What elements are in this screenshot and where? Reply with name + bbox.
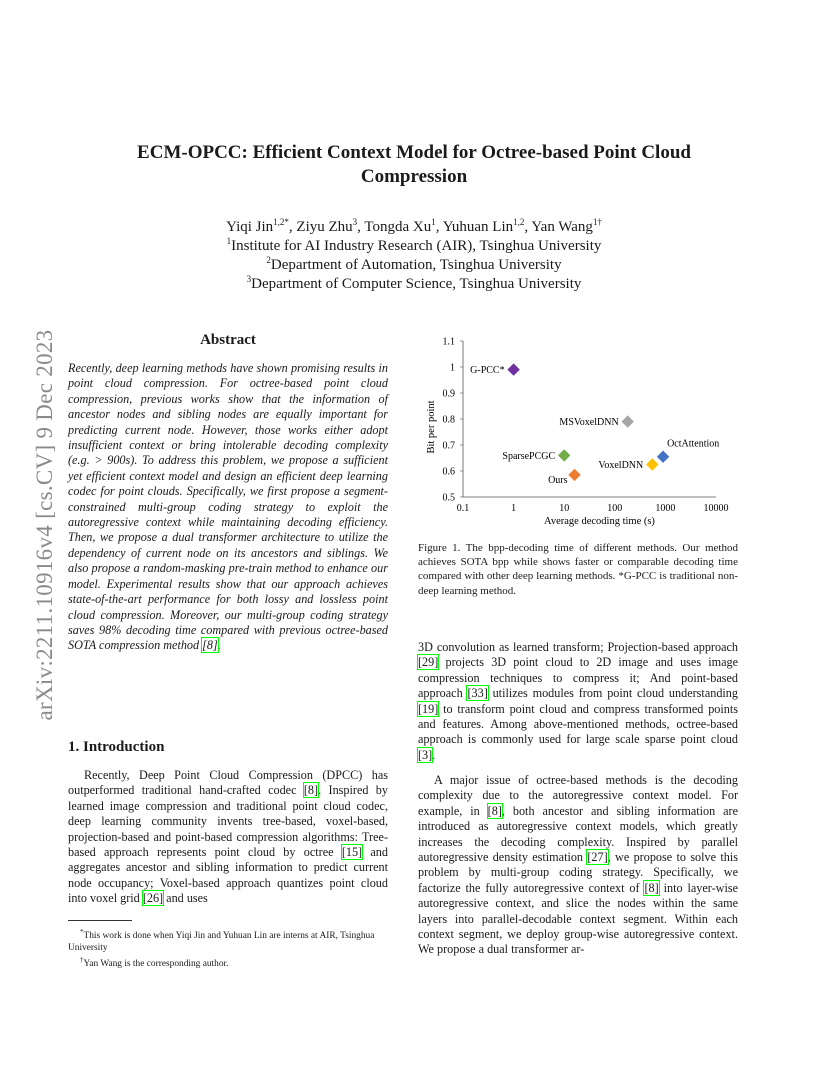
footnote-1 bbox=[68, 926, 388, 954]
data-point-marker bbox=[646, 458, 658, 470]
x-axis-label: Average decoding time (s) bbox=[544, 516, 655, 527]
author-name: Tongda Xu bbox=[364, 219, 432, 235]
author-footnote-mark[interactable]: * bbox=[284, 217, 289, 227]
paragraph-text: . Inspired by learned image compression and traditional point cloud codec, deep learning community invents tree-based, voxel-based, projection-based and point-based compression algorithms: Tree-based approach represents point cloud by octree bbox=[68, 783, 388, 860]
affiliation-text: Department of Automation, Tsinghua University bbox=[270, 257, 562, 273]
affiliation-line bbox=[100, 237, 728, 256]
data-point-marker bbox=[568, 469, 580, 481]
data-point-marker bbox=[622, 415, 634, 427]
footnote-text: Yan Wang is the corresponding author. bbox=[83, 959, 229, 970]
x-tick-label: 1 bbox=[511, 503, 517, 514]
abstract-text bbox=[68, 361, 388, 654]
x-tick-label: 10 bbox=[559, 503, 570, 514]
x-tick-label: 100 bbox=[607, 503, 623, 514]
paragraph-text: 3D convolution as learned transform; Projection-based approach bbox=[418, 640, 738, 654]
paragraph-text: A major issue of octree-based methods is the decoding complexity due to the autoregressive context model. For example, in bbox=[418, 773, 738, 818]
author-block bbox=[100, 218, 728, 294]
x-tick-label: 10000 bbox=[703, 503, 729, 514]
body-paragraph bbox=[418, 640, 738, 763]
title-line-2: Compression bbox=[360, 166, 468, 187]
citation-link[interactable]: [29] bbox=[418, 655, 439, 670]
introduction-heading: 1. Introduction bbox=[68, 739, 165, 755]
data-point-marker bbox=[657, 451, 669, 463]
citation-link[interactable]: [8] bbox=[202, 638, 218, 653]
affiliation-line bbox=[100, 275, 728, 294]
affiliation-line bbox=[100, 256, 728, 275]
data-point-marker bbox=[558, 449, 570, 461]
footnote-mark: * bbox=[80, 928, 84, 936]
affiliation-sup: 3 bbox=[246, 274, 252, 284]
citation-link[interactable]: [8] bbox=[303, 783, 319, 798]
abstract-heading: Abstract bbox=[200, 332, 256, 348]
y-axis-label: Bit per point bbox=[426, 400, 437, 454]
y-tick-label: 0.8 bbox=[442, 414, 455, 426]
author-name: Yan Wang bbox=[531, 219, 593, 235]
data-point-marker bbox=[507, 363, 519, 375]
paragraph-text: and uses bbox=[163, 891, 208, 906]
paragraph-text: , we propose to solve this problem by multi-group coding strategy. Specifically, we factorize the fully autoregressive context of bbox=[418, 850, 738, 895]
footnote-mark: † bbox=[80, 956, 84, 965]
y-tick-label: 1 bbox=[450, 362, 455, 374]
author-name: Ziyu Zhu bbox=[296, 219, 353, 235]
citation-link[interactable]: [8] bbox=[487, 803, 502, 818]
y-tick-label: 0.7 bbox=[442, 440, 455, 452]
abstract-body-text: Recently, deep learning methods have shown promising results in point cloud compression. For octree-based point cloud compression, previous works show that the information of ancestor nodes and sibling nodes are equally important for predicting current node. However, those works either adopt insufficient context or bring intolerable decoding complexity (e.g. > 900s). To address this problem, we propose a sufficient yet efficient context model and design an efficient deep learning codec for point clouds. Specifically, we first propose a segment-constrained multi-group coding strategy to exploit the autoregressive context while maintaining decoding efficiency. Then, we propose a dual transformer architecture to utilize the dependency of current node on its ancestors and siblings. We also propose a random-masking pre-train method to enhance our model. Experimental results show that our approach achieves state-of-the-art performance for both lossy and lossless point cloud compression. Moreover, our multi-group coding strategy saves 98% decoding time compared with previous octree-based SOTA compression method bbox=[68, 361, 388, 653]
citation-link[interactable]: [8] bbox=[644, 880, 659, 895]
citation-link[interactable]: [26] bbox=[142, 891, 164, 906]
y-tick-label: 1.1 bbox=[442, 336, 455, 348]
arxiv-stamp-text: arXiv:2211.10916v4 [cs.CV] 9 Dec 2023 bbox=[32, 329, 57, 721]
introduction-paragraph bbox=[68, 768, 388, 907]
paragraph-text: , both ancestor and sibling information are introduced as autoregressive context models, which greatly increases the decoding complexity. Inspired by parallel autoregressive density estimation bbox=[418, 803, 738, 865]
y-tick-label: 0.5 bbox=[442, 492, 455, 504]
arxiv-identifier-stamp bbox=[32, 290, 58, 760]
citation-link[interactable]: [3] bbox=[418, 747, 433, 762]
abstract-end: . bbox=[217, 638, 221, 653]
citation-link[interactable]: [27] bbox=[587, 850, 608, 865]
affiliation-sup: 1 bbox=[226, 236, 232, 246]
author-name: Yuhuan Lin bbox=[442, 219, 514, 235]
data-point-label: MSVoxelDNN bbox=[559, 417, 619, 429]
data-point-label: VoxelDNN bbox=[598, 460, 644, 471]
data-point-label: OctAttention bbox=[667, 438, 720, 450]
citation-link[interactable]: [33] bbox=[467, 686, 488, 701]
paragraph-text: to transform point cloud and compress transformed points and features. Among above-mentioned methods, octree-based approach is commonly used for large scale sparse point cloud bbox=[418, 701, 738, 747]
affiliation-sup: 2 bbox=[266, 255, 271, 265]
author-affil-sup: 1,2 bbox=[273, 217, 285, 227]
data-point-label: G-PCC* bbox=[470, 365, 505, 377]
author-affil-sup: 3 bbox=[352, 217, 358, 227]
paragraph-text: utilizes modules from point cloud understanding bbox=[487, 686, 738, 701]
paragraph-text: . bbox=[432, 747, 436, 762]
author-name: Yiqi Jin bbox=[226, 219, 274, 235]
bpp-decoding-time-chart bbox=[420, 330, 740, 535]
body-paragraph bbox=[418, 773, 738, 958]
data-point-label: Ours bbox=[548, 474, 568, 486]
paragraph-text: Recently, Deep Point Cloud Compression (DPCC) has outperformed traditional hand-crafted codec bbox=[68, 768, 388, 798]
citation-link[interactable]: [15] bbox=[341, 845, 363, 860]
scatter-points bbox=[470, 363, 719, 486]
footnotes bbox=[68, 926, 388, 970]
author-affil-sup: 1† bbox=[592, 217, 602, 227]
x-tick-label: 0.1 bbox=[456, 503, 470, 514]
author-affil-sup: 1,2 bbox=[513, 217, 525, 227]
affiliation-text: Department of Computer Science, Tsinghua University bbox=[251, 276, 582, 292]
footnote-text: This work is done when Yiqi Jin and Yuhuan Lin are interns at AIR, Tsinghua University bbox=[68, 931, 375, 954]
paragraph-text: into layer-wise autoregressive context, and slice the nodes within the same layers into parallel-decodable context segment. Within each context segment, we deploy group-wise autoregressive context. We propose a dual transformer ar- bbox=[418, 880, 738, 957]
author-list: Yiqi Jin$^{1,2*}$, Ziyu Zhu$^3$, Tongda Xu$^1$, Yuhuan Lin$^{1,2}$, Yan Wang$^{1\dagger}$ bbox=[226, 217, 602, 235]
paragraph-text: and aggregates ancestor and sibling information to predict current node occupancy; Voxel-based approach quantizes point cloud into voxel grid bbox=[68, 845, 388, 906]
x-tick-labels bbox=[457, 503, 729, 514]
footnote-divider bbox=[68, 920, 132, 921]
footnote-2 bbox=[68, 954, 388, 970]
author-affil-sup: 1 bbox=[431, 217, 436, 227]
y-tick-label: 0.9 bbox=[442, 388, 455, 400]
title-line-1: ECM-OPCC: Efficient Context Model for Octree-based Point Cloud bbox=[137, 142, 691, 163]
data-point-label: SparsePCGC bbox=[502, 450, 556, 462]
x-tick-label: 1000 bbox=[655, 503, 676, 514]
paragraph-text: projects 3D point cloud to 2D image and uses image compression techniques to compress it; And point-based approach bbox=[418, 655, 738, 701]
y-tick-label: 0.6 bbox=[442, 466, 455, 478]
citation-link[interactable]: [19] bbox=[418, 701, 439, 716]
affiliation-text: Institute for AI Industry Research (AIR), Tsinghua University bbox=[231, 238, 602, 254]
figure-caption: Figure 1. The bpp-decoding time of different methods. Our method achieves SOTA bpp while shows faster or comparable decoding time compared with other deep learning methods. *G-PCC is traditional non-deep learning method. bbox=[418, 542, 738, 597]
paper-title bbox=[100, 141, 728, 189]
y-tick-labels bbox=[443, 337, 456, 504]
